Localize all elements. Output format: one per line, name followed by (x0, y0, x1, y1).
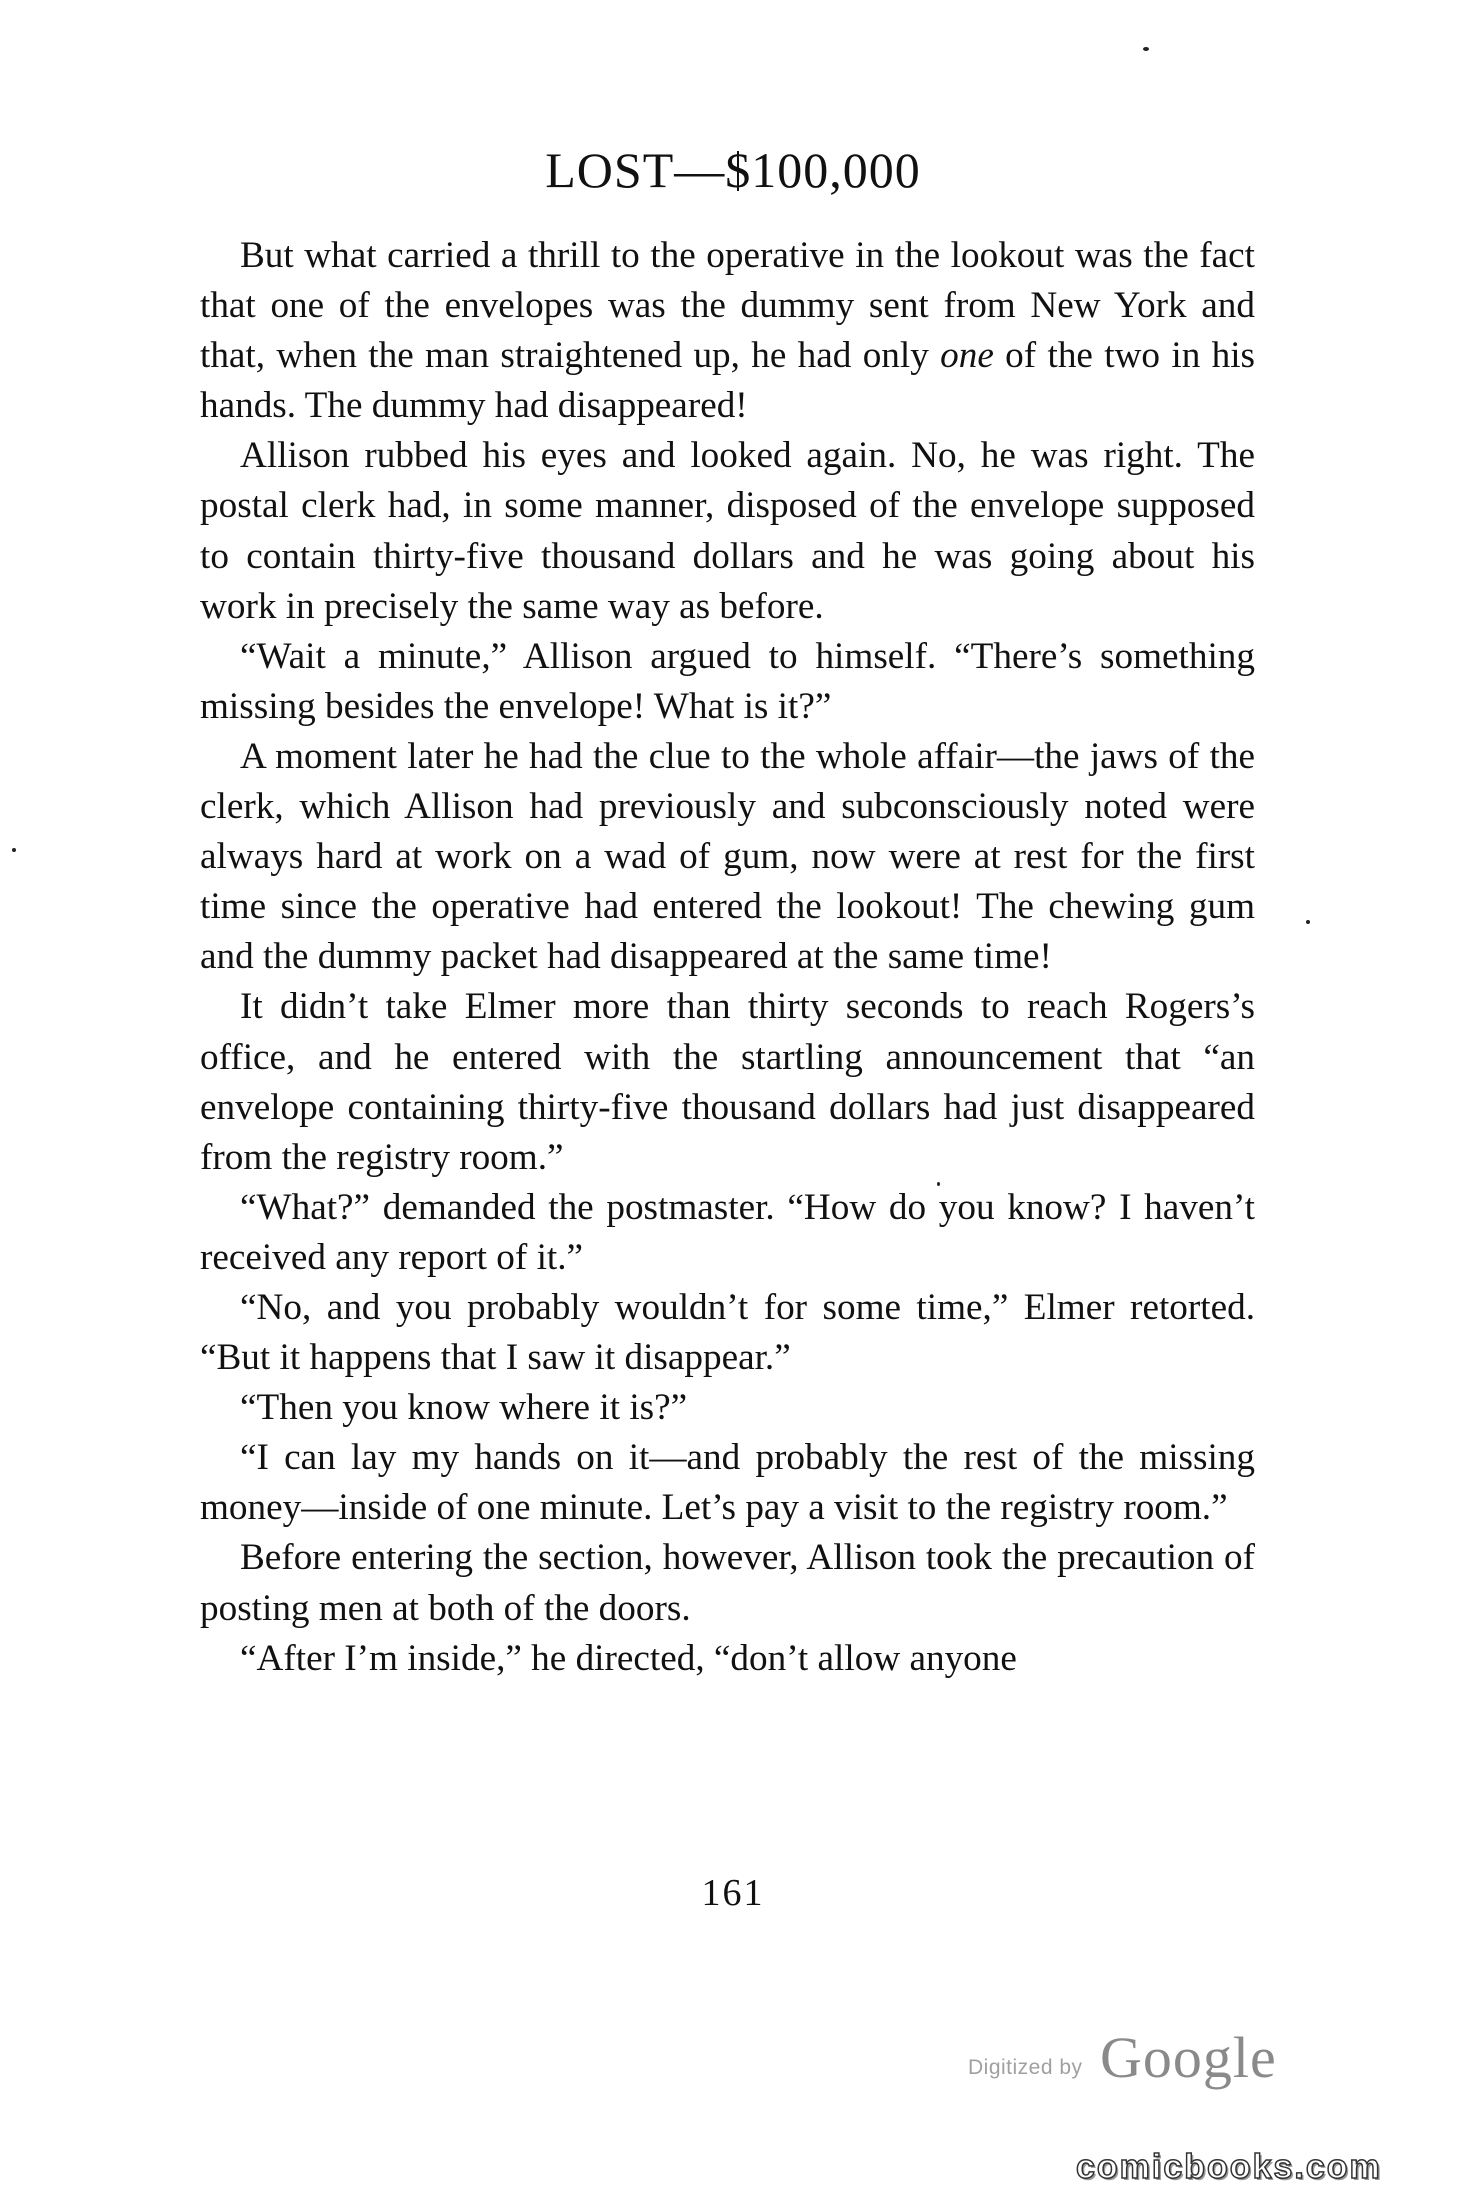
scan-speck (1143, 47, 1149, 51)
scan-speck (937, 1182, 940, 1186)
body-paragraph (200, 982, 1255, 1182)
paragraph-text: “Wait a minute,” Allison argued to himself. “There’s something missing besides the envelope! What is it?” (200, 635, 1255, 727)
body-paragraph (200, 1183, 1255, 1283)
paragraph-text: Before entering the section, however, Allison took the precaution of posting men at both of the doors. (200, 1537, 1255, 1629)
paragraph-text: of the two in his hands. The dummy had disappeared! (200, 335, 1256, 427)
body-text (200, 231, 1255, 1684)
paragraph-text: “After I’m inside,” he directed, “don’t allow anyone (240, 1637, 1017, 1679)
scan-speck (12, 848, 16, 852)
paragraph-text: But what carried a thrill to the operative in the lookout was the fact that one of the envelopes was the dummy sent from New York and that, when the man straightened up, he had only (200, 235, 1255, 377)
google-logo: Google (1100, 2025, 1277, 2090)
body-paragraph (200, 732, 1255, 982)
paragraph-text: “No, and you probably wouldn’t for some time,” Elmer retorted. “But it happens that I saw it disappear.” (200, 1286, 1255, 1379)
paragraph-text: “Then you know where it is?” (240, 1387, 688, 1429)
body-paragraph (200, 1433, 1255, 1533)
italic-emphasis: one (940, 335, 994, 377)
body-paragraph (200, 1634, 1255, 1684)
comicbooks-watermark: comicbooks.com (1076, 2148, 1382, 2186)
page-number: 161 (701, 1872, 765, 1914)
scan-speck (1306, 920, 1310, 924)
running-head: LOST—$100,000 (545, 142, 921, 198)
body-paragraph (200, 1533, 1255, 1633)
body-paragraph (200, 431, 1255, 631)
paragraph-text: “I can lay my hands on it—and probably the rest of the missing money—inside of one minute. Let’s pay a visit to the registry room.” (200, 1437, 1255, 1529)
paragraph-text: A moment later he had the clue to the whole affair—the jaws of the clerk, which Allison had previously and subconsciously noted were always hard at work on a wad of gum, now were at rest for the first time since the operative had entered the lookout! The chewing gum and the dummy packet had disappeared at the same time! (200, 735, 1255, 978)
paragraph-text: “What?” demanded the postmaster. “How do you know? I haven’t received any report of it.” (200, 1186, 1255, 1278)
body-paragraph (200, 1283, 1255, 1383)
paragraph-text: It didn’t take Elmer more than thirty seconds to reach Rogers’s office, and he entered with the startling announcement that “an envelope containing thirty-five thousand dollars had just disappeared from the registry room.” (200, 986, 1255, 1178)
body-paragraph (200, 231, 1255, 431)
digitized-by-google-mark (968, 2024, 1277, 2094)
body-paragraph (200, 1383, 1255, 1433)
digitized-label: Digitized by (968, 2056, 1083, 2079)
paragraph-text: Allison rubbed his eyes and looked again. No, he was right. The postal clerk had, in some manner, disposed of the envelope supposed to contain thirty-five thousand dollars and he was going about his work in precisely the same way as before. (200, 435, 1255, 627)
body-paragraph (200, 632, 1255, 732)
